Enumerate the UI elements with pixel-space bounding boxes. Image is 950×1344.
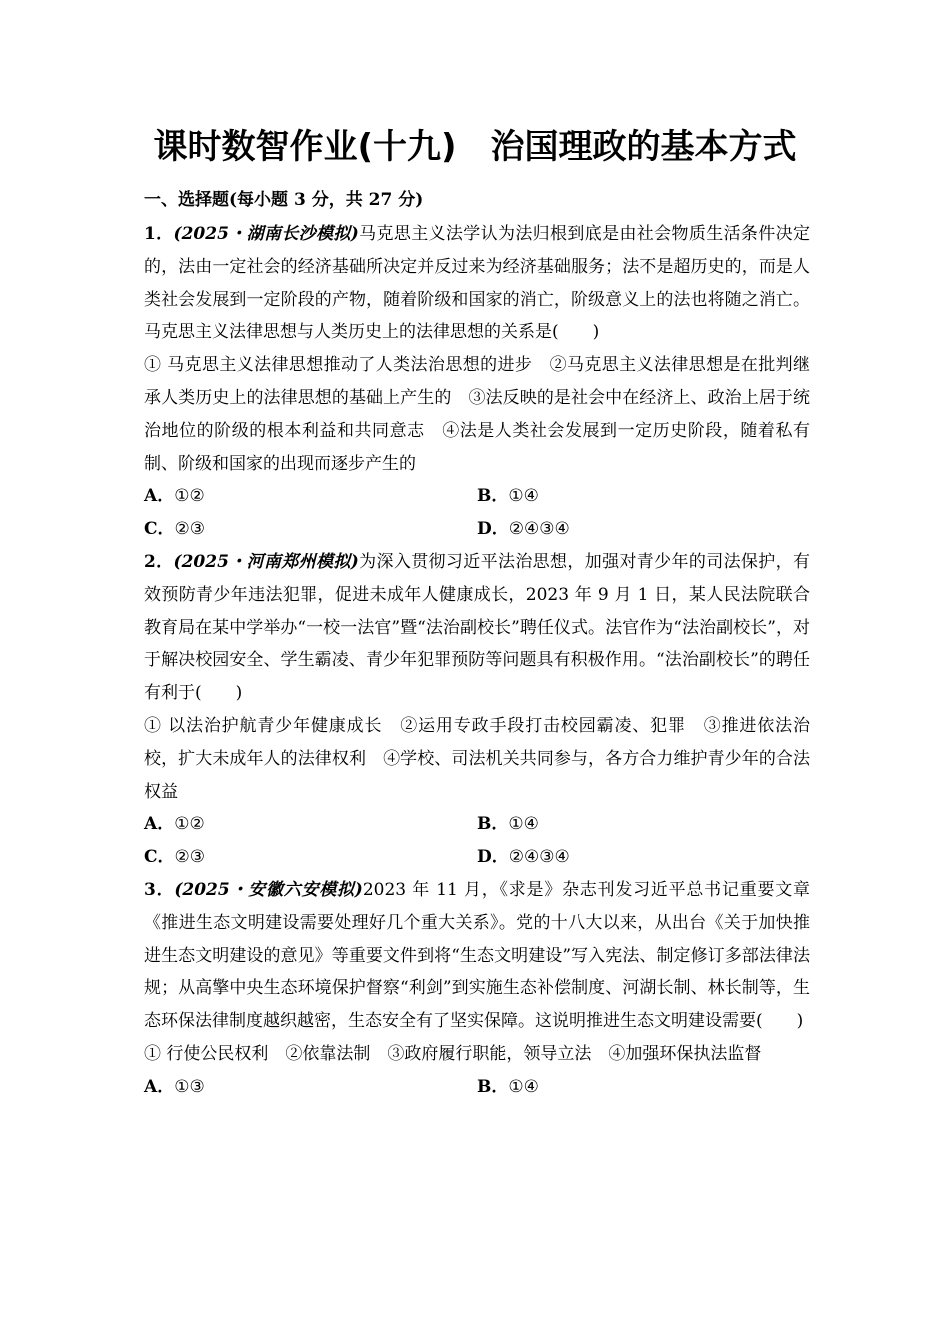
statement-list: ① 马克思主义法律思想推动了人类法治思想的进步 ②马克思主义法律思想是在批判继承人类历史上的法律思想的基础上产生的 ③法反映的是社会中在经济上、政治上居于统治地位的阶级的根本利益和共同意志 ④法是人类社会发展到一定历史阶段，随着私有制、阶级和国家的出现而逐步产生的 (144, 355, 810, 474)
choice-c[interactable]: C．②③ (144, 519, 206, 540)
document-title: 课时数智作业(十九) 治国理政的基本方式 (153, 127, 797, 167)
question-3 (144, 874, 810, 1104)
question-stem (144, 218, 810, 349)
question-source: (2025・安徽六安模拟) (174, 879, 363, 900)
question-stem (144, 874, 810, 1038)
choice-d[interactable]: D．②④③④ (477, 847, 570, 868)
statement-list: ① 以法治护航青少年健康成长 ②运用专政手段打击校园霸凌、犯罪 ③推进依法治校，扩大未成年人的法律权利 ④学校、司法机关共同参与，各方合力维护青少年的合法权益 (144, 715, 810, 802)
question-source: (2025・河南郑州模拟) (173, 551, 359, 572)
choice-row (144, 841, 810, 874)
question-2 (144, 546, 810, 874)
choice-a[interactable]: A．①③ (144, 1076, 205, 1097)
choice-d[interactable]: D．②④③④ (477, 519, 570, 540)
choice-row (144, 808, 810, 841)
question-text: 为深入贯彻习近平法治思想，加强对青少年的司法保护，有效预防青少年违法犯罪，促进未成年人健康成长，2023 年 9 月 1 日，某人民法院联合教育局在某中学举办“一校一法官”暨“法治副校长”聘任仪式。法官作为“法治副校长”，对于解决校园安全、学生霸凌、青少年犯罪预防等问题具有积极作用。“法治副校长”的聘任有利于( ) (144, 551, 810, 704)
question-number: 2． (144, 551, 174, 572)
choice-a[interactable]: A．①② (144, 486, 205, 507)
document-body (144, 183, 810, 1104)
choice-b[interactable]: B．①④ (477, 486, 539, 507)
choice-row (144, 480, 810, 513)
question-text: 马克思主义法学认为法归根到底是由社会物质生活条件决定的，法由一定社会的经济基础所决定并反过来为经济基础服务；法不是超历史的，而是人类社会发展到一定阶段的产物，随着阶级和国家的消亡，阶级意义上的法也将随之消亡。马克思主义法律思想与人类历史上的法律思想的关系是( ) (144, 224, 810, 343)
question-1 (144, 218, 810, 546)
question-number: 1． (144, 224, 174, 244)
question-text: 2023 年 11 月，《求是》杂志刊发习近平总书记重要文章《推进生态文明建设需要处理好几个重大关系》。党的十八大以来，从出台《关于加快推进生态文明建设的意见》等重要文件到将“生态文明建设”写入宪法、制定修订多部法律法规；从高擎中央生态环境保护督察“利剑”到实施生态补偿制度、河湖长制、林长制等，生态环保法律制度越织越密，生态安全有了坚实保障。这说明推进生态文明建设需要( ) (144, 879, 810, 1032)
choice-c[interactable]: C．②③ (144, 847, 206, 868)
choice-b[interactable]: B．①④ (477, 814, 539, 835)
question-stem (144, 546, 810, 710)
question-number: 3． (144, 879, 175, 900)
choice-a[interactable]: A．①② (144, 814, 205, 835)
choice-row (144, 1071, 810, 1104)
statement-list: ① 行使公民权利 ②依靠法制 ③政府履行职能，领导立法 ④加强环保执法监督 (144, 1043, 762, 1064)
section-heading: 一、选择题(每小题 3 分，共 27 分) (144, 190, 424, 210)
question-source: (2025・湖南长沙模拟) (173, 224, 359, 244)
choice-row (144, 513, 810, 546)
choice-b[interactable]: B．①④ (477, 1076, 539, 1097)
